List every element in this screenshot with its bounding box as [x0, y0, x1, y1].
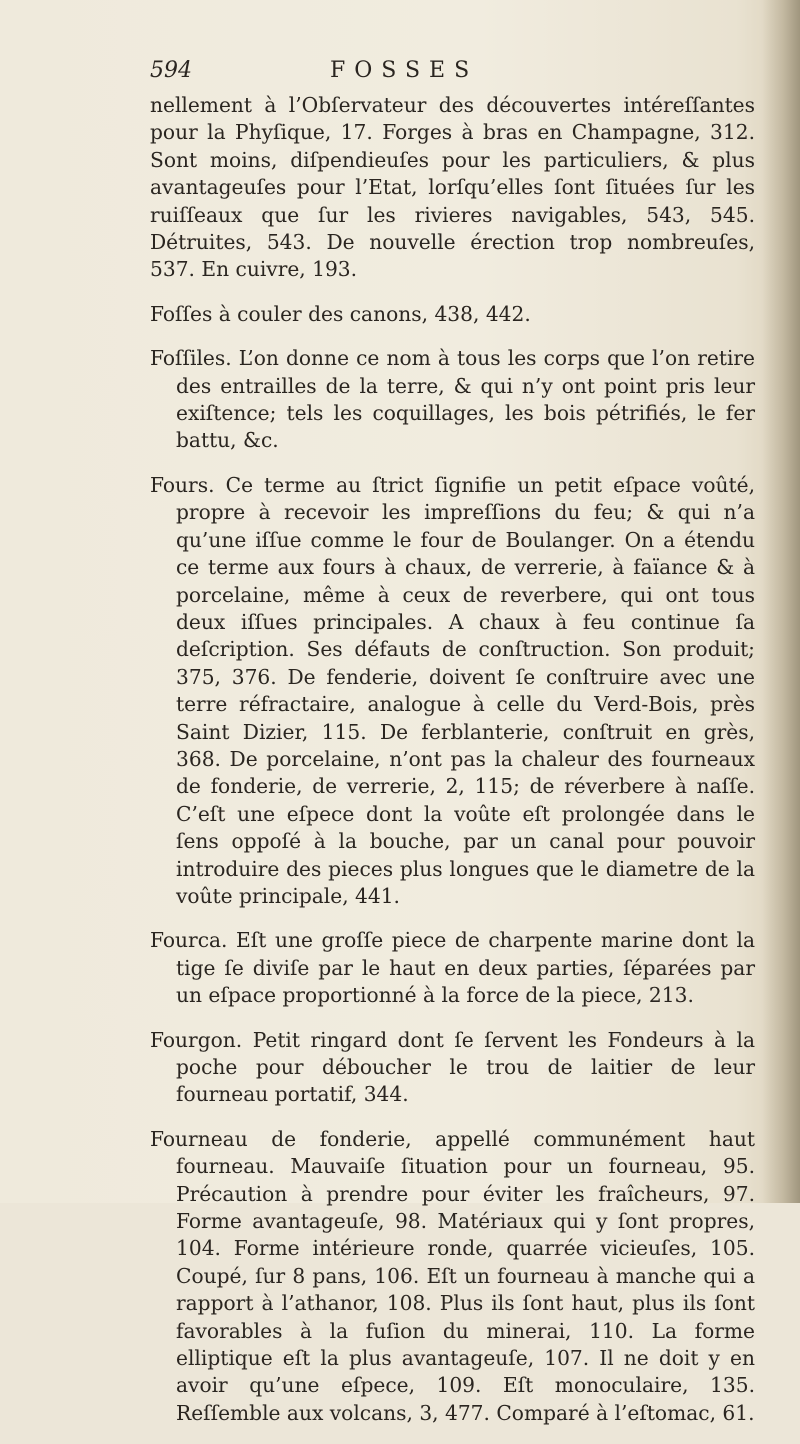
index-entry-fossiles: Foſſiles. L’on donne ce nom à tous les corps que l’on retire des entrailles de la terre, & qui n’y ont point pris leur exiſtence; tels les coquillages, les bois pétrifiés, le fer battu, &c. — [150, 346, 755, 453]
index-entry-fours: Fours. Ce terme au ſtrict ſignifie un petit eſpace voûté, propre à recevoir les impreſſions du feu; & qui n’a qu’une iſſue comme le four de Boulanger. On a étendu ce terme aux fours à chaux, de verrerie, à faïance & à porcelaine, même à ceux de reverbere, qui ont tous deux iſſues principales. A chaux à feu continue ſa deſcription. Ses défauts de conſtruction. Son produit; 375, 376. De fenderie, doivent ſe conſtruire avec une terre réfractaire, analogue à celle du Verd-Bois, près Saint Dizier, 115. De ferblanterie, conſtruit en grès, 368. De porcelaine, n’ont pas la chaleur des fourneaux de fonderie, de verrerie, 2, 115; de réverbere à naſſe. C’eſt une eſpece dont la voûte eſt prolongée dans le ſens oppoſé à la bouche, par un canal pour pouvoir introduire des pieces plus longues que le diametre de la voûte principale, 441. — [150, 472, 755, 908]
index-entry-fourca: Fourca. Eſt une groſſe piece de charpente marine dont la tige ſe diviſe par le haut en deux parties, ſéparées par un eſpace proportionné à la force de la piece, 213. — [150, 928, 755, 1008]
index-entry-fourneau: Fourneau de fonderie, appellé communément haut fourneau. Mauvaiſe ſituation pour un fourneau, 95. Précaution à prendre pour éviter les fraîcheurs, 97. Forme avantageuſe, 98. Matériaux qui y ſont propres, 104. Forme intérieure ronde, quarrée vicieuſes, 105. Coupé, ſur 8 pans, 106. Eſt un fourneau à manche qui a rapport à l’athanor, 108. Plus ils ſont haut, plus ils ſont favorables à la fuſion du minerai, 110. La forme elliptique eſt la plus avantageuſe, 107. Il ne doit y en avoir qu’une eſpece, 109. Eſt monoculaire, 135. Reſſemble aux volcans, 3, 477. Comparé à l’eſtomac, 61. — [150, 1126, 755, 1425]
page-number: 594 — [150, 58, 192, 83]
index-entry-fourgon: Fourgon. Petit ringard dont ſe ſervent les Fondeurs à la poche pour déboucher le trou de laitier de leur fourneau portatif, 344. — [150, 1027, 755, 1107]
page-gutter-shadow — [762, 0, 800, 1203]
page-header — [0, 58, 800, 92]
running-head: FOSSES — [330, 58, 479, 83]
index-text — [150, 92, 755, 1444]
index-entry-forges-continued: nellement à l’Obſervateur des découvertes intéreſſantes pour la Phyſique, 17. Forges à bras en Champagne, 312. Sont moins, diſpendieuſes pour les particuliers, & plus avantageuſes pour l’Etat, lorſqu’elles ſont ſituées ſur les ruiſſeaux que ſur les rivieres navigables, 543, 545. Détruites, 543. De nouvelle érection trop nombreuſes, 537. En cuivre, 193. — [150, 93, 755, 282]
index-entry-fosses: Foſſes à couler des canons, 438, 442. — [150, 301, 531, 326]
